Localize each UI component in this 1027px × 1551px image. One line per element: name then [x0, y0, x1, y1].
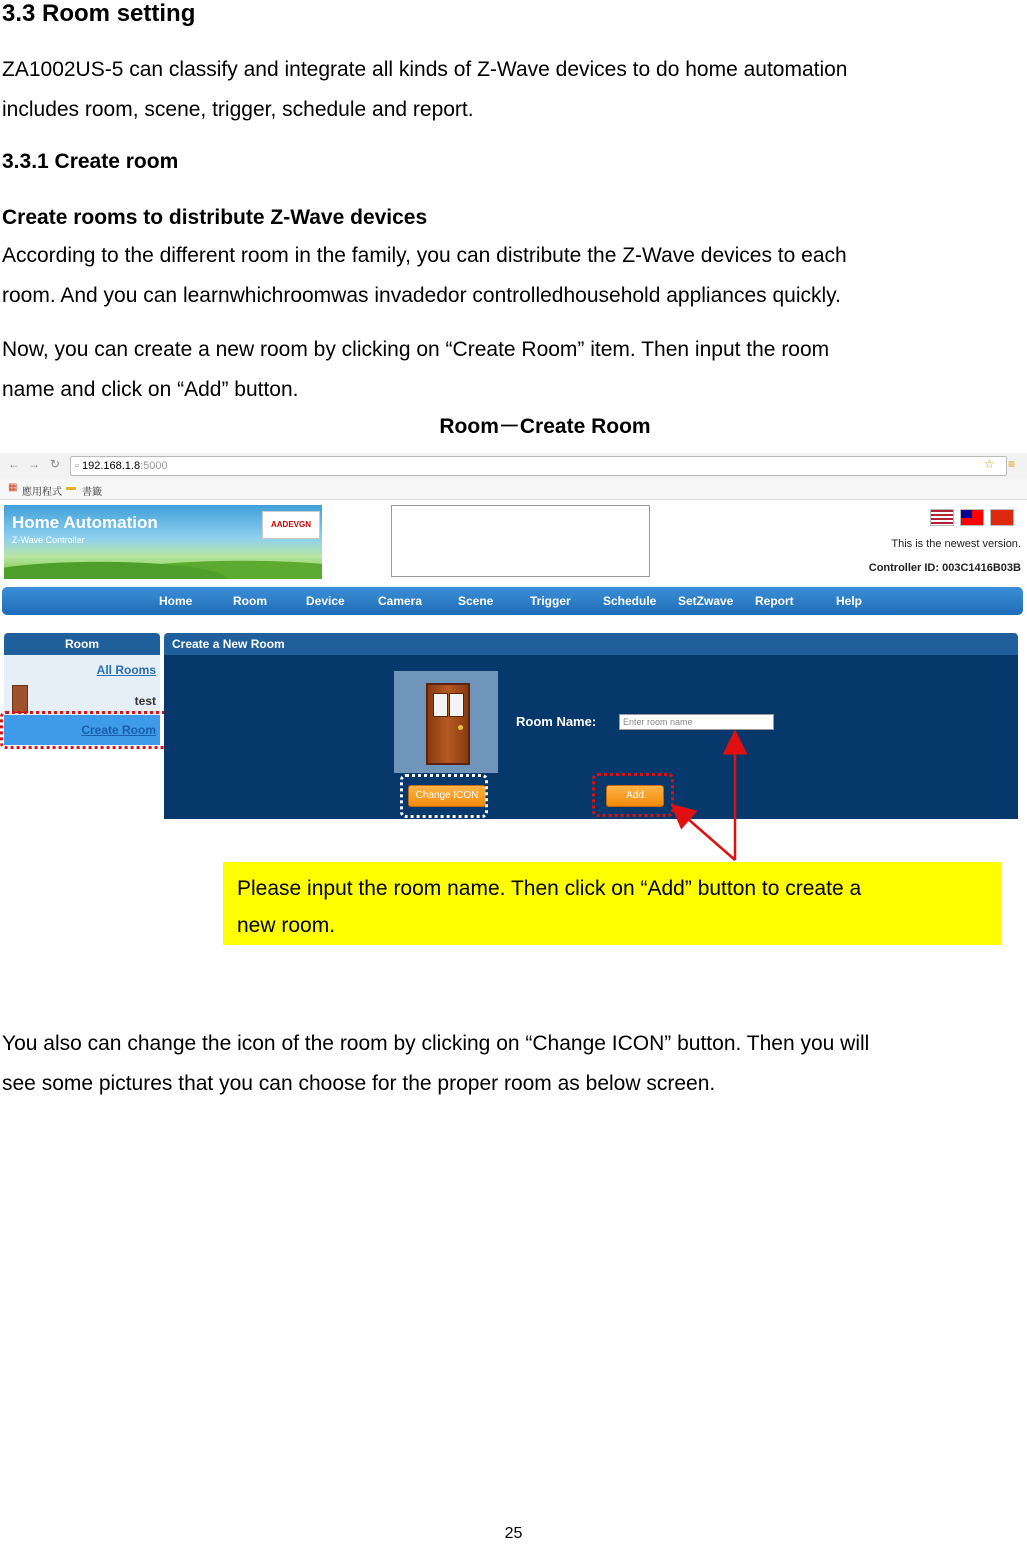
figure-caption: Room－Create Room [439, 415, 651, 438]
reload-icon[interactable]: ↻ [50, 457, 61, 471]
star-icon[interactable]: ☆ [984, 457, 995, 471]
section-title: 3.3 Room setting [2, 0, 196, 27]
folder-icon: ▬ [66, 482, 76, 493]
para1-line-2: room. And you can learnwhichroomwas invadedor controlledhousehold appliances quickly. [2, 284, 841, 307]
nav-report[interactable]: Report [755, 594, 794, 608]
room-name-label: Room Name: [516, 714, 597, 729]
intro-line-2: includes room, scene, trigger, schedule and report. [2, 98, 474, 121]
apps-icon: ▦ [8, 482, 18, 493]
version-text: This is the newest version. [891, 538, 1021, 550]
para3-line-2: see some pictures that you can choose for the proper room as below screen. [2, 1072, 716, 1095]
nav-camera[interactable]: Camera [378, 594, 423, 608]
page-number: 25 [504, 1525, 523, 1542]
change-icon-button[interactable]: Change ICON [408, 785, 486, 807]
menu-icon[interactable]: ≡ [1008, 457, 1016, 471]
banner-title: Home Automation [12, 513, 158, 532]
banner-subtitle: Z-Wave Controller [12, 535, 85, 545]
room-name-input[interactable]: Enter room name [619, 714, 774, 730]
callout-line-2: new room. [237, 914, 336, 937]
bold-heading: Create rooms to distribute Z-Wave devices [2, 206, 428, 229]
url-host: 192.168.1.8 [81, 460, 141, 472]
bookmark-folder[interactable]: 書籤 [82, 487, 102, 498]
nav-help[interactable]: Help [836, 594, 863, 608]
brand-logo: AADEVGN [262, 511, 320, 539]
panel-title: Create a New Room [164, 633, 1018, 655]
nav-schedule[interactable]: Schedule [603, 594, 657, 608]
add-button[interactable]: Add [606, 785, 664, 807]
nav-room[interactable]: Room [233, 594, 267, 608]
forward-icon[interactable]: → [28, 457, 40, 471]
para2-line-2: name and click on “Add” button. [2, 378, 299, 401]
intro-line-1: ZA1002US-5 can classify and integrate all kinds of Z-Wave devices to do home automation [2, 58, 848, 81]
bookmark-apps[interactable]: 應用程式 [22, 487, 62, 498]
sidebar-title: Room [4, 633, 160, 655]
create-room-link[interactable]: Create Room [81, 723, 156, 737]
para2-line-1: Now, you can create a new room by clicking on “Create Room” item. Then input the room [2, 338, 830, 361]
subsection-title: 3.3.1 Create room [2, 150, 179, 173]
page-icon: ▫ [75, 460, 79, 472]
para3-line-1: You also can change the icon of the room by clicking on “Change ICON” button. Then you will [2, 1032, 870, 1055]
callout-note [223, 862, 1002, 945]
nav-home[interactable]: Home [159, 594, 193, 608]
arrow-to-add [680, 812, 735, 860]
nav-device[interactable]: Device [306, 594, 345, 608]
para1-line-1: According to the different room in the family, you can distribute the Z-Wave devices to each [2, 244, 847, 267]
sidebar-item-all-rooms[interactable]: All Rooms [96, 663, 156, 677]
sidebar-item-test[interactable]: test [134, 694, 156, 708]
back-icon[interactable]: ← [8, 457, 20, 471]
nav-setzwave[interactable]: SetZwave [678, 594, 734, 608]
url-port: :5000 [140, 460, 168, 472]
callout-line-1: Please input the room name. Then click on “Add” button to create a [237, 877, 862, 900]
controller-id: Controller ID: 003C1416B03B [868, 562, 1021, 574]
nav-scene[interactable]: Scene [458, 594, 494, 608]
para3 [2, 1024, 1022, 1104]
nav-trigger[interactable]: Trigger [530, 594, 571, 608]
